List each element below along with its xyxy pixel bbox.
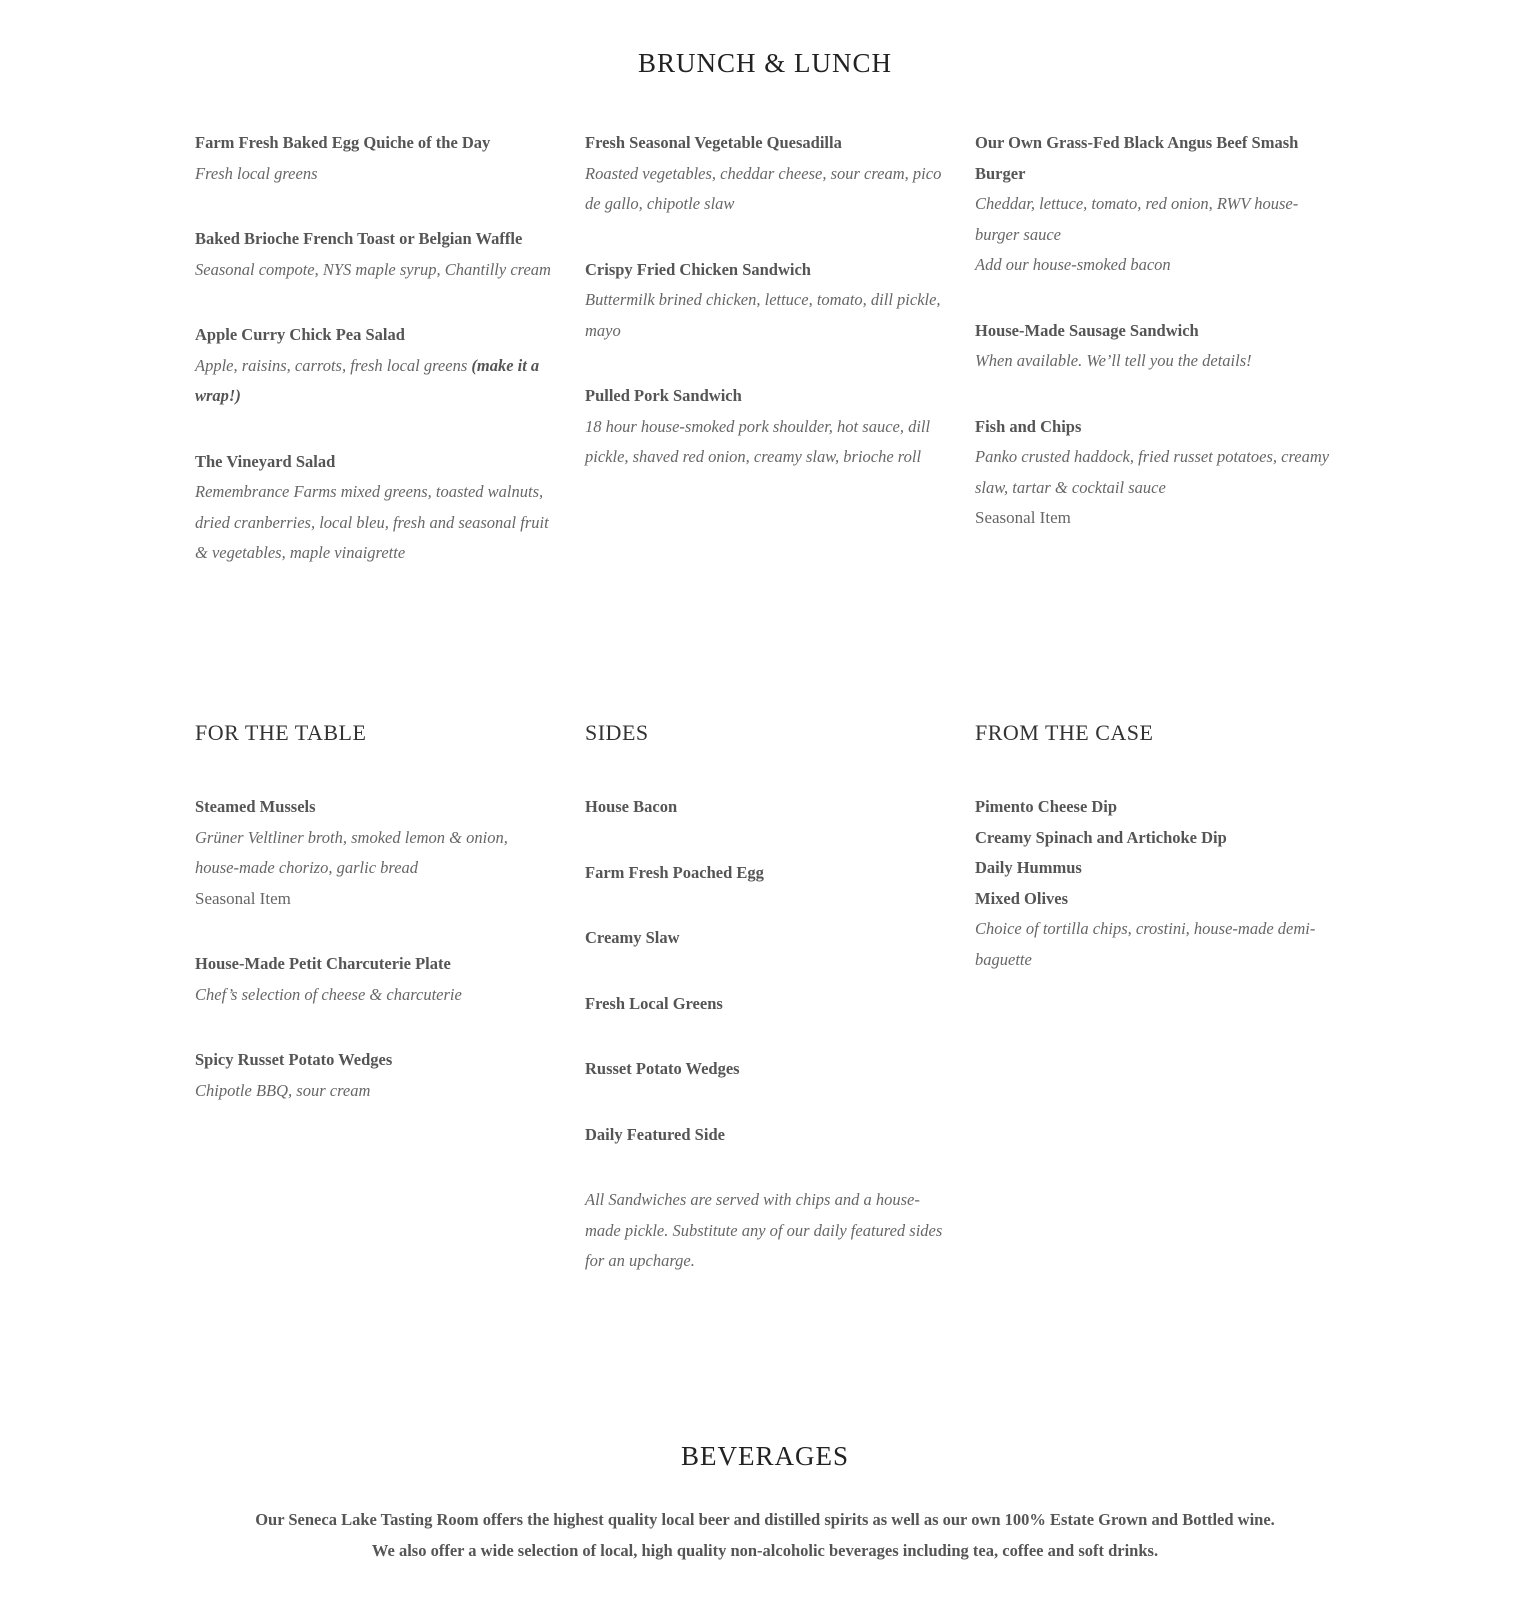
menu-item [975, 128, 1340, 281]
side-item [585, 858, 945, 889]
sides-section [585, 720, 945, 1277]
case-item: Creamy Spinach and Artichoke Dip [975, 827, 1227, 847]
brunch-column-1 [195, 128, 555, 604]
item-name: Crispy Fried Chicken Sandwich [585, 259, 811, 279]
item-name: Steamed Mussels [195, 797, 316, 816]
item-name: Daily Featured Side [585, 1124, 725, 1144]
seasonal-note: Seasonal Item [195, 888, 291, 908]
item-name: Farm Fresh Baked Egg Quiche of the Day [195, 133, 491, 152]
seasonal-note: Seasonal Item [975, 508, 1071, 527]
item-name: The Vineyard Salad [195, 451, 336, 471]
item-description [195, 351, 555, 412]
item-name: Spicy Russet Potato Wedges [195, 1050, 393, 1069]
menu-item [585, 381, 945, 473]
item-name: House Bacon [585, 797, 678, 816]
menu-item [195, 1045, 555, 1106]
item-description: Remembrance Farms mixed greens, toasted walnuts, dried cranberries, local bleu, fresh and seasonal fruit & vegetables, maple vinaigrette [195, 482, 549, 562]
item-name: Fresh Seasonal Vegetable Quesadilla [585, 133, 842, 152]
menu-item [975, 316, 1340, 377]
from-the-case-section [975, 720, 1340, 975]
beverages-line-2: We also offer a wide selection of local, high quality non-alcoholic beverages including tea, coffee and soft drinks. [371, 1540, 1159, 1560]
menu-item [195, 224, 555, 285]
menu-item [585, 255, 945, 347]
menu-item [195, 447, 555, 569]
item-description: Panko crusted haddock, fried russet potatoes, creamy slaw, tartar & cocktail sauce [975, 447, 1330, 497]
menu-item [975, 412, 1340, 534]
item-name: House-Made Sausage Sandwich [975, 320, 1199, 340]
item-name: Farm Fresh Poached Egg [585, 862, 764, 882]
menu-item [195, 792, 555, 914]
side-item [585, 1054, 945, 1085]
side-item [585, 792, 945, 823]
case-item: Daily Hummus [975, 858, 1082, 877]
item-description-text: Apple, raisins, carrots, fresh local greens [195, 355, 472, 375]
from-the-case-title: FROM THE CASE [975, 720, 1154, 745]
menu-item [585, 128, 945, 220]
beverages-description [0, 1505, 1530, 1566]
item-description: Roasted vegetables, cheddar cheese, sour cream, pico de gallo, chipotle slaw [585, 163, 942, 213]
case-item: Mixed Olives [975, 888, 1069, 908]
for-the-table-title: FOR THE TABLE [195, 720, 367, 745]
item-description: Chipotle BBQ, sour cream [195, 1080, 371, 1100]
beverages-title: BEVERAGES [680, 1441, 849, 1471]
case-item-list [975, 792, 1340, 975]
item-name: Creamy Slaw [585, 928, 680, 947]
item-description: Cheddar, lettuce, tomato, red onion, RWV house-burger sauce [975, 194, 1299, 244]
side-item [585, 923, 945, 954]
item-name: Fish and Chips [975, 416, 1082, 436]
menu-item [195, 128, 555, 189]
item-name: Fresh Local Greens [585, 993, 723, 1013]
item-name: Our Own Grass-Fed Black Angus Beef Smash Burger [975, 133, 1299, 183]
for-the-table-section [195, 720, 555, 1141]
case-item: Pimento Cheese Dip [975, 797, 1118, 816]
item-description: Fresh local greens [195, 163, 318, 183]
item-name: Baked Brioche French Toast or Belgian Waffle [195, 229, 523, 248]
brunch-column-2 [585, 128, 945, 508]
item-description: Grüner Veltliner broth, smoked lemon & onion, house-made chorizo, garlic bread [195, 827, 508, 877]
brunch-column-3 [975, 128, 1340, 569]
item-description: When available. We’ll tell you the details! [975, 351, 1252, 370]
item-description: Buttermilk brined chicken, lettuce, tomato, dill pickle, mayo [585, 290, 941, 340]
side-item [585, 1120, 945, 1151]
item-description: Seasonal compote, NYS maple syrup, Chantilly cream [195, 259, 551, 279]
item-description: 18 hour house-smoked pork shoulder, hot sauce, dill pickle, shaved red onion, creamy slaw, brioche roll [585, 416, 931, 466]
side-item [585, 989, 945, 1020]
sandwich-note: All Sandwiches are served with chips and a house-made pickle. Substitute any of our daily featured sides for an upcharge. [585, 1190, 943, 1270]
item-addon: Add our house-smoked bacon [975, 255, 1171, 274]
brunch-lunch-title: BRUNCH & LUNCH [637, 48, 893, 78]
item-name: Russet Potato Wedges [585, 1059, 740, 1078]
item-name: House-Made Petit Charcuterie Plate [195, 954, 451, 973]
sides-title: SIDES [585, 720, 649, 745]
menu-item [195, 320, 555, 412]
case-description: Choice of tortilla chips, crostini, house-made demi-baguette [975, 919, 1316, 969]
item-name: Apple Curry Chick Pea Salad [195, 325, 405, 344]
beverages-line-1: Our Seneca Lake Tasting Room offers the highest quality local beer and distilled spirits as well as our own 100% Estate Grown and Bottled wine. [255, 1510, 1275, 1529]
menu-item [195, 949, 555, 1010]
item-description: Chef’s selection of cheese & charcuterie [195, 984, 462, 1004]
item-name: Pulled Pork Sandwich [585, 386, 742, 405]
item-description-bold: (make it a wrap!) [195, 355, 540, 405]
